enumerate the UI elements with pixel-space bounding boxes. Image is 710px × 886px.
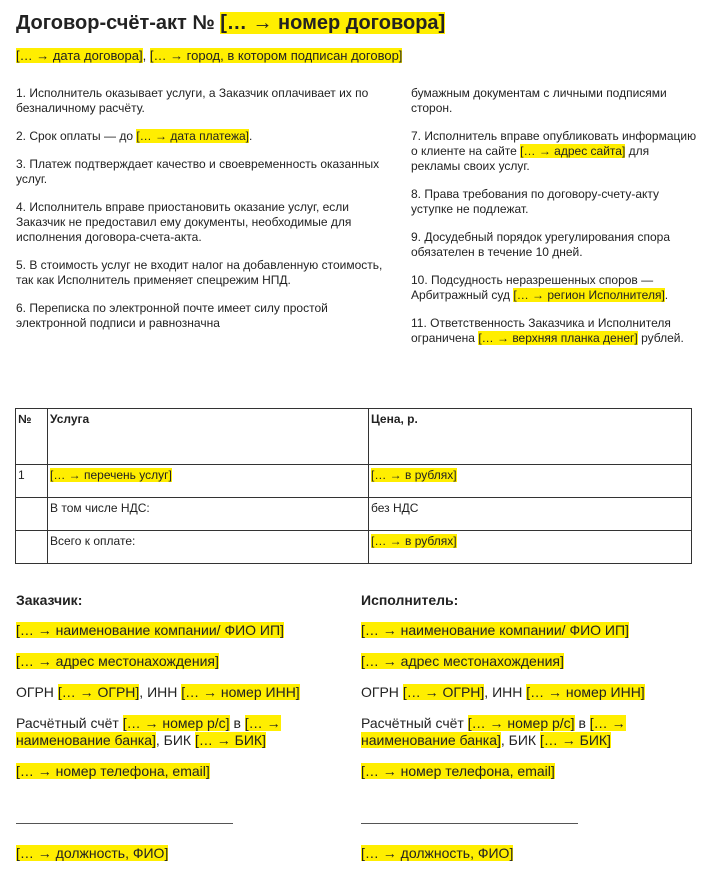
ogrn-label: ОГРН (361, 684, 399, 700)
term-11-end: рублей. (641, 331, 684, 345)
customer-address-placeholder[interactable]: [… → адрес местонахождения] (16, 653, 219, 669)
contractor-account-placeholder[interactable]: [… → номер р/с] (467, 715, 575, 731)
total-label: Всего к оплате: (48, 531, 369, 564)
website-placeholder[interactable]: [… → адрес сайта] (520, 144, 626, 158)
contractor-heading: Исполнитель: (361, 592, 459, 608)
customer-bank-placeholder-end[interactable]: наименование банка] (16, 732, 156, 748)
table-row-total (16, 531, 692, 564)
contractor-bank-placeholder-end[interactable]: наименование банка] (361, 732, 501, 748)
term-7 (411, 129, 701, 174)
customer-account-placeholder[interactable]: [… → номер р/с] (122, 715, 230, 731)
services-list-placeholder[interactable]: [… → перечень услуг] (50, 468, 172, 482)
contractor-bik-placeholder[interactable]: [… → БИК] (539, 732, 611, 748)
document-title (16, 12, 445, 35)
contract-number-placeholder[interactable]: [… → номер договора] (220, 12, 446, 34)
table-row-vat (16, 498, 692, 531)
account-label: Расчётный счёт (361, 715, 464, 731)
term-11 (411, 316, 701, 346)
customer-company-placeholder[interactable]: [… → наименование компании/ ФИО ИП] (16, 622, 284, 638)
table-row (16, 465, 692, 498)
contractor-position-line (361, 845, 513, 862)
customer-signature-line (16, 823, 233, 824)
terms-left-column (16, 86, 384, 344)
term-8: 8. Права требования по договору-счету-акту уступке не подлежат. (411, 187, 660, 216)
term-2-text: 2. Срок оплаты — до (16, 129, 133, 143)
col-number-header: № (16, 409, 48, 465)
ogrn-label: ОГРН (16, 684, 54, 700)
customer-bik-placeholder[interactable]: [… → БИК] (194, 732, 266, 748)
term-9: 9. Досудебный порядок урегулирования спора обязателен в течение 10 дней. (411, 230, 671, 259)
customer-bank-placeholder-start[interactable]: [… → (244, 715, 281, 731)
row-number: 1 (16, 465, 48, 498)
empty-cell (16, 531, 48, 564)
vat-value: без НДС (369, 498, 692, 531)
city-placeholder[interactable]: [… → город, в котором подписан договор] (149, 48, 403, 63)
contractor-ogrn-inn-line (361, 684, 645, 701)
customer-position-line (16, 845, 168, 862)
contractor-company-placeholder[interactable]: [… → наименование компании/ ФИО ИП] (361, 622, 629, 638)
table-header-row (16, 409, 692, 465)
term-4: 4. Исполнитель вправе приостановить оказание услуг, если Заказчик не предоставил ему документы, необходимые для исполнения договора-счета-акта. (16, 200, 352, 244)
customer-company-line (16, 622, 284, 639)
term-1: 1. Исполнитель оказывает услуги, а Заказчик оплачивает их по безналичному расчёту. (16, 86, 369, 115)
contractor-company-line (361, 622, 629, 639)
contractor-inn-placeholder[interactable]: [… → номер ИНН] (526, 684, 645, 700)
total-placeholder[interactable]: [… → в рублях] (371, 534, 457, 548)
col-price-header: Цена, р. (369, 409, 692, 465)
date-city-line (16, 48, 402, 63)
term-3: 3. Платеж подтверждает качество и своевременность оказанных услуг. (16, 157, 380, 186)
term-10-end: . (664, 288, 669, 302)
term-5: 5. В стоимость услуг не входит налог на добавленную стоимость, так как Исполнитель применяет спецрежим НПД. (16, 258, 383, 287)
term-6-continuation: бумажным документам с личными подписями сторон. (411, 86, 667, 115)
contractor-contacts-line (361, 763, 555, 780)
in-label: в (578, 715, 586, 731)
customer-account-line (16, 715, 281, 749)
customer-position-placeholder[interactable]: [… → должность, ФИО] (16, 845, 169, 861)
customer-heading: Заказчик: (16, 592, 83, 608)
term-7-text: 7. Исполнитель вправе опубликовать информацию о клиенте на сайте (411, 129, 697, 158)
contractor-address-line (361, 653, 564, 670)
contractor-position-placeholder[interactable]: [… → должность, ФИО] (361, 845, 514, 861)
account-label: Расчётный счёт (16, 715, 119, 731)
term-10 (411, 273, 701, 303)
contractor-bank-placeholder-start[interactable]: [… → (589, 715, 626, 731)
services-table (15, 408, 692, 564)
customer-contacts-line (16, 763, 210, 780)
term-2 (16, 129, 384, 144)
contractor-account-line (361, 715, 626, 749)
in-label: в (233, 715, 241, 731)
empty-cell (16, 498, 48, 531)
price-cell (369, 465, 692, 498)
term-7-end: для рекламы своих услуг. (411, 144, 650, 173)
payment-date-placeholder[interactable]: [… → дата платежа] (136, 129, 249, 143)
term-2-end: . (248, 129, 253, 143)
price-placeholder[interactable]: [… → в рублях] (371, 468, 457, 482)
date-city-separator: , (142, 48, 147, 63)
service-cell (48, 465, 369, 498)
contractor-address-placeholder[interactable]: [… → адрес местонахождения] (361, 653, 564, 669)
terms-right-column (411, 86, 701, 359)
inn-label: , ИНН (484, 684, 523, 700)
bik-label: , БИК (155, 732, 192, 748)
term-10-text: 10. Подсудность неразрешенных споров — Арбитражный суд (411, 273, 654, 302)
contractor-ogrn-placeholder[interactable]: [… → ОГРН] (402, 684, 485, 700)
term-6: 6. Переписка по электронной почте имеет силу простой электронной подписи и равнозначна (16, 301, 328, 330)
col-service-header: Услуга (48, 409, 369, 465)
total-cell (369, 531, 692, 564)
customer-ogrn-inn-line (16, 684, 300, 701)
contractor-contacts-placeholder[interactable]: [… → номер телефона, email] (361, 763, 555, 779)
customer-contacts-placeholder[interactable]: [… → номер телефона, email] (16, 763, 210, 779)
vat-label: В том числе НДС: (48, 498, 369, 531)
title-text: Договор-счёт-акт № (16, 12, 215, 34)
customer-ogrn-placeholder[interactable]: [… → ОГРН] (57, 684, 140, 700)
inn-label: , ИНН (139, 684, 178, 700)
liability-limit-placeholder[interactable]: [… → верхняя планка денег] (478, 331, 638, 345)
contractor-signature-line (361, 823, 578, 824)
customer-inn-placeholder[interactable]: [… → номер ИНН] (181, 684, 300, 700)
bik-label: , БИК (500, 732, 537, 748)
customer-address-line (16, 653, 219, 670)
region-placeholder[interactable]: [… → регион Исполнителя] (513, 288, 665, 302)
contract-date-placeholder[interactable]: [… → дата договора] (16, 48, 143, 63)
term-11-text: 11. Ответственность Заказчика и Исполнителя ограничена (411, 316, 671, 345)
